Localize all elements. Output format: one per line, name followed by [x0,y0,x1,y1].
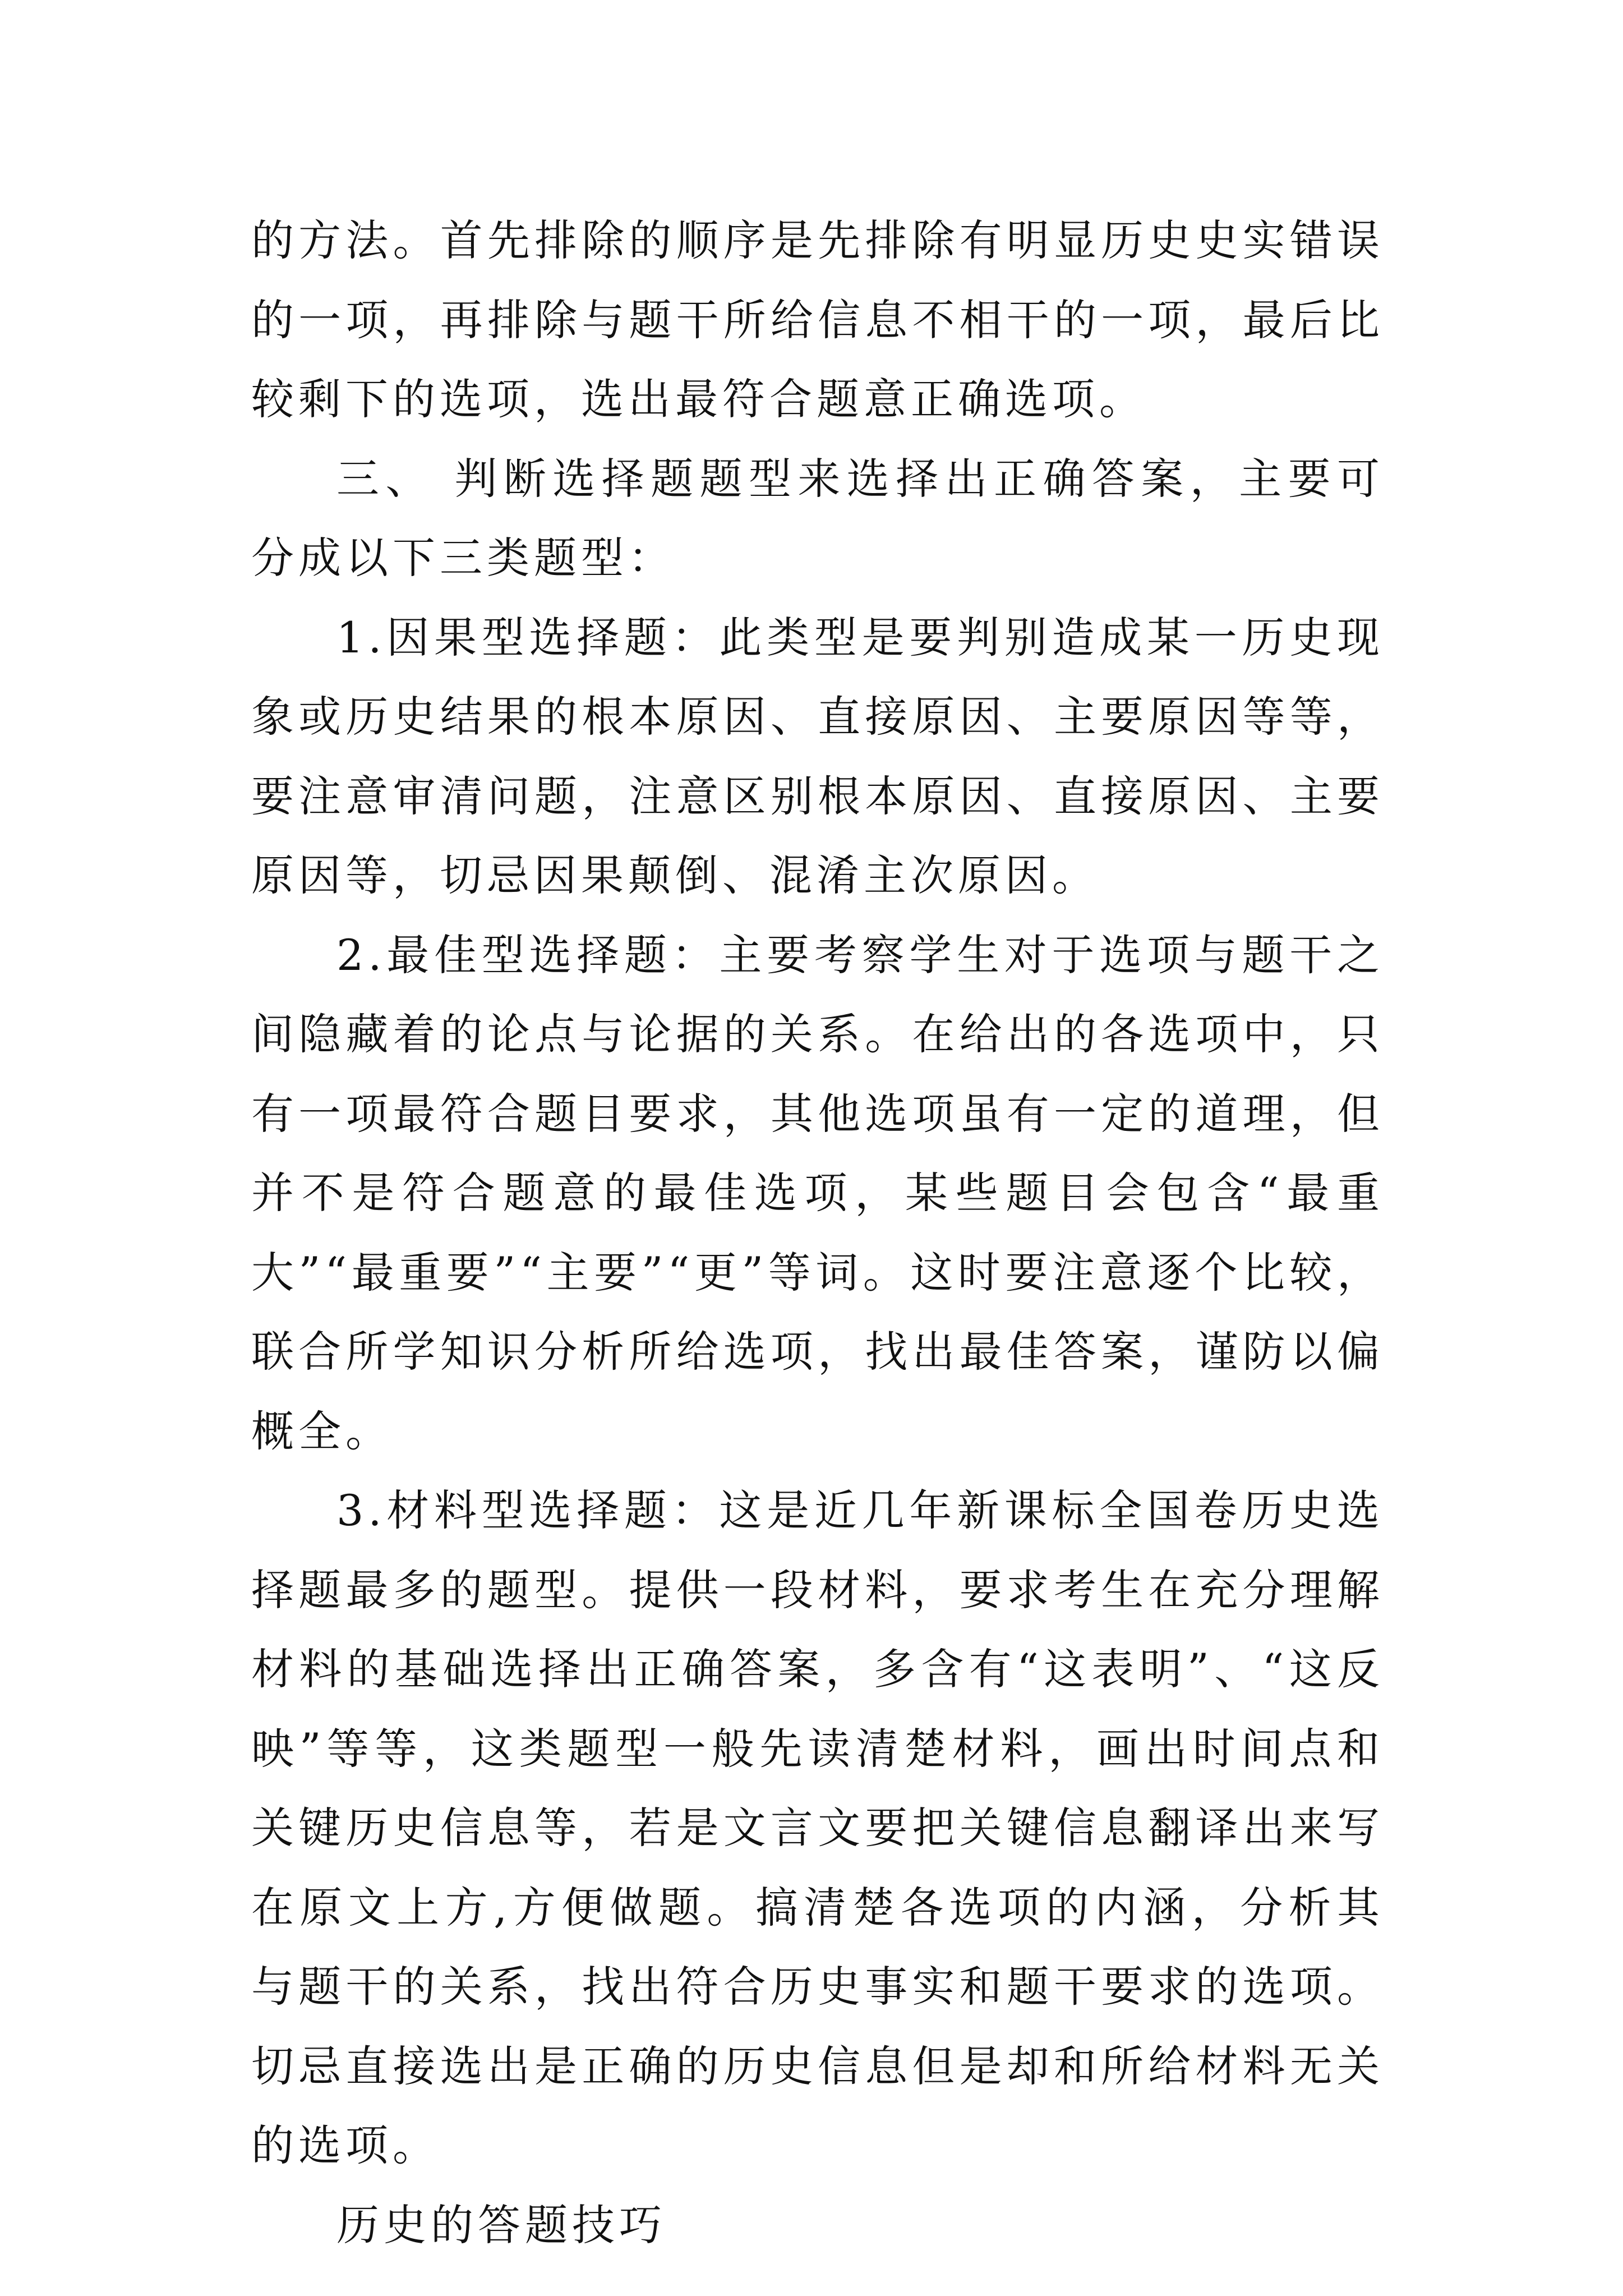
paragraph-section-three: 三、 判断选择题题型来选择出正确答案，主要可分成以下三类题型： [251,453,1384,583]
document-body [251,201,1384,2265]
paragraph-best-type: 2.最佳型选择题：主要考察学生对于选项与题干之间隐藏着的论点与论据的关系。在给出的各选项中，只有一项最符合题目要求，其他选项虽有一定的道理，但并不是符合题意的最佳选项，某些题目会包含“最重大”“最重要”“主要”“更”等词。这时要注意逐个比较，联合所学知识分析所给选项，找出最佳答案，谨防以偏概全。 [251,930,1384,1456]
paragraph-material-type: 3.材料型选择题：这是近几年新课标全国卷历史选择题最多的题型。提供一段材料，要求考生在充分理解材料的基础选择出正确答案，多含有“这表明”、“这反映”等等，这类题型一般先读清楚材料，画出时间点和关键历史信息等，若是文言文要把关键信息翻译出来写在原文上方,方便做题。搞清楚各选项的内涵，分析其与题干的关系，找出符合历史事实和题干要求的选项。切忌直接选出是正确的历史信息但是却和所给材料无关的选项。 [251,1485,1384,2170]
paragraph-continuation: 的方法。首先排除的顺序是先排除有明显历史史实错误的一项，再排除与题干所给信息不相干的一项，最后比较剩下的选项，选出最符合题意正确选项。 [251,215,1384,424]
paragraph-heading-tips: 历史的答题技巧 [336,2200,666,2250]
paragraph-causal-type: 1.因果型选择题：此类型是要判别造成某一历史现象或历史结果的根本原因、直接原因、主要原因等等，要注意审清问题，注意区别根本原因、直接原因、主要原因等，切忌因果颠倒、混淆主次原因。 [251,612,1384,900]
